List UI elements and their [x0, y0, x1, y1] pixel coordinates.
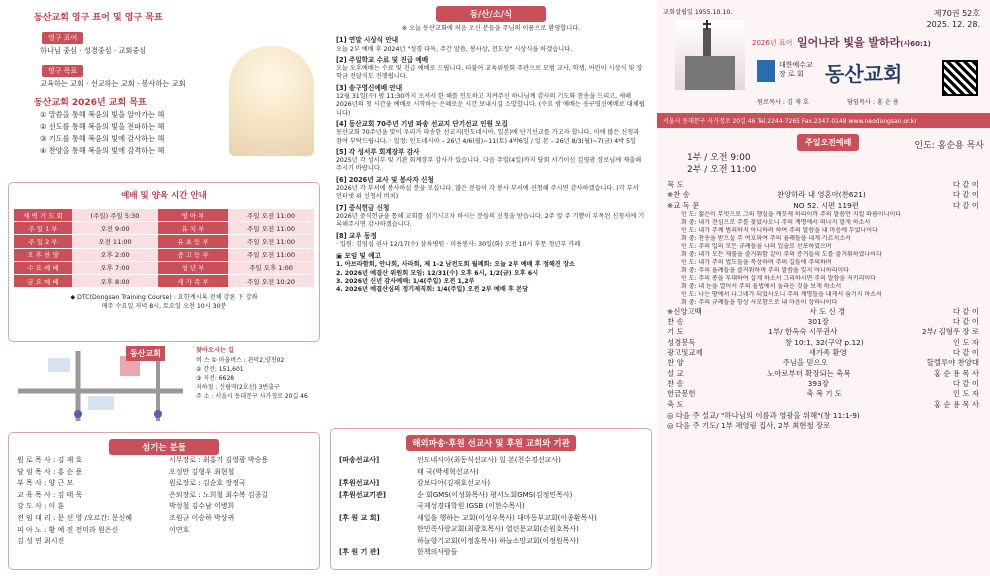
- meeting-item: 2. 2026년 예결산 위원회 모임: 12/31(수) 오후 6시, 1/2(금) 오후 6시: [336, 269, 539, 277]
- schedule-cell: 주일 오전 11:00: [228, 222, 314, 235]
- mission-row: [331, 536, 651, 548]
- responsive-line: 인 도: 나는 땅에서 나그네가 되었사오니 주의 계명들을 내게서 숨기지 마소서: [681, 290, 882, 298]
- goal-item: ② 선도를 통해 복음의 빛을 전파하는 해: [40, 122, 165, 131]
- order-item: 설 교: [667, 368, 684, 378]
- mission-row: [331, 467, 651, 479]
- server-row: [169, 501, 319, 513]
- schedule-row: [14, 235, 314, 248]
- order-item: 헌금봉헌: [667, 389, 696, 399]
- denomination: 대한예수교 장 로 회: [779, 61, 813, 78]
- schedule-cell: 유 치 부: [158, 222, 228, 235]
- goal-item: ① 말씀을 통해 복음의 빛을 알아가는 해: [40, 110, 165, 119]
- news-intro: ※ 오늘 동산교회에 처음 오신 분들을 주님의 이름으로 환영합니다.: [401, 25, 581, 32]
- location-map: [8, 346, 320, 424]
- order-item: 묵 도: [667, 180, 684, 189]
- server-row: [17, 501, 167, 513]
- order-row: [667, 389, 979, 399]
- news-item: [330, 36, 652, 54]
- responsive-line: 회 중: 내가 모든 재물을 즐거워함 같이 주의 증거들의 도를 즐거워하였나이다: [681, 250, 882, 258]
- server-name: 이 훈: [46, 502, 65, 511]
- server-row: [17, 467, 167, 479]
- news-body: · 입원: 김영심 권사 12/17(수) 삼육병원 · 미용봉사: 30일(화) 오전 10시 후문 청년부 카페: [336, 240, 581, 248]
- server-role: 담 임 목 사 :: [17, 467, 56, 476]
- schedule-row: [14, 222, 314, 235]
- news-body: 2026년 각 부서에 봉사하실 분을 모십니다. 많은 분들이 각 봉사 부서에 신청해 주시면 감사하겠습니다. (각 부서 인터넷 위 신청서 비치): [336, 185, 639, 201]
- server-row: [169, 467, 319, 479]
- order-detail: 축 복 기 도: [806, 389, 843, 399]
- schedule-cell: 주 일 2 부: [14, 235, 72, 248]
- mission-category: [후 원 기 관]: [339, 548, 380, 556]
- schedule-cell: 영 아 부: [158, 209, 228, 222]
- responsive-line: 회 중: 찬송을 받으실 주 여호와여 주의 율례들을 내게 가르치소서: [681, 234, 851, 242]
- order-person: 인 도 자: [952, 337, 979, 347]
- news-item: [330, 120, 652, 146]
- goal-pill: 영구 목표: [42, 65, 83, 77]
- order-row: [667, 358, 979, 368]
- order-row: [667, 348, 979, 358]
- server-name: 김 태 욱: [55, 490, 83, 499]
- order-item: ※신앙고백: [667, 306, 702, 316]
- meeting-item: 4. 2026년 예결산심의 정기제직회: 1/4(주일) 오전 2부 예배 후 본당: [336, 286, 529, 294]
- order-item: 성경봉독: [667, 337, 696, 347]
- schedule-row: [14, 248, 314, 261]
- directions-line: ③ 지선: 6628: [196, 375, 235, 382]
- server-role: 원 로 목 사 :: [17, 456, 56, 464]
- mission-row: [331, 513, 651, 525]
- service-title: 주일오전예배: [797, 134, 859, 151]
- jesus-illustration: [229, 46, 314, 156]
- meeting-item: 1. 아브라함회, 안나회, 사라회, 제 1-2 남전도회 월례회: 오늘 2부 예배 후 정해진 장소: [336, 261, 575, 269]
- mission-names: 한책의사람들: [417, 548, 458, 556]
- senior-pastor-emeritus: 원로목사 : 김 재 호: [757, 99, 809, 106]
- news-body: 2025년 각 성서부 및 기관 회계장부 감사가 있습니다. 다음 주일(4일)까지 당회 서기이신 김영광 장로님께 제출해 주시기 바랍니다.: [336, 157, 642, 173]
- responsive-line: 인 도: 주의 종을 후대하여 살게 하소서 그리하시면 주의 말씀을 지키리이다: [681, 274, 876, 282]
- order-row: [667, 307, 979, 317]
- order-row: [667, 338, 979, 348]
- church-goals: [6, 6, 320, 176]
- order-item: ※교 독 문: [667, 200, 700, 210]
- news-item: [330, 56, 652, 82]
- order-person: 2부/ 김형우 장 로: [921, 327, 979, 337]
- order-item: 찬 송: [667, 378, 684, 388]
- servers-box: [8, 432, 320, 570]
- responsive-line: 인 도: 내가 주께 범죄하지 아니하려 하여 주의 말씀을 내 마음에 두었나이다: [681, 226, 878, 234]
- server-name: 문 선 영 /오르간: 문신혜: [55, 513, 133, 522]
- schedule-cell: 오후 7:00: [72, 261, 158, 274]
- motto-label: 2026년 표어: [752, 39, 793, 47]
- server-role: 시무장로 :: [169, 456, 201, 464]
- order-person: 다 같 이: [952, 348, 979, 358]
- meetings-title: ▣ 모임 및 예고: [336, 252, 381, 261]
- schedule-cell: 오전 11:00: [72, 235, 158, 248]
- news-item: [330, 148, 652, 174]
- address-bar: 서울시 동대문구 사가정로 20길 46 Tel.2244-7265 Fax.2247-0148 www.neodongsan.or.kr: [657, 113, 990, 128]
- news-body: 오늘 2부 예배 후 2024년 "성경 다독, 주간 말씀, 봉사상, 전도상" 시상식을 하겠습니다.: [336, 45, 573, 53]
- order-detail: 노아로부터 확장되는 축복: [767, 368, 851, 378]
- directions-line: 버 스 ① 마을버스 : 관악2,양천02: [196, 357, 285, 364]
- responsive-line: 회 중: 주의 율례들을 즐거워하며 주의 말씀을 잊지 아니하리이다: [681, 266, 849, 274]
- church-photo: [675, 20, 745, 90]
- news-heading: [2] 주일학교 수료 및 진급 예배: [336, 55, 429, 64]
- server-name: 황 예 진 전미라 원은신: [46, 525, 119, 534]
- order-detail: 사 도 신 경: [809, 306, 846, 316]
- mission-names: 하늘향기교회(이정훈목사) 하늘소망교회(이정원목사): [417, 536, 579, 545]
- order-row: [667, 201, 979, 211]
- news-title: 동/산/소/식: [436, 6, 546, 22]
- schedule-cell: 오후 8:00: [72, 274, 158, 287]
- server-row: [17, 478, 167, 490]
- order-detail: 1부/ 한옥숙 시무권사: [768, 327, 838, 337]
- server-role: 강 도 사 :: [17, 502, 47, 511]
- servers-title: 섬기는 분들: [109, 439, 219, 455]
- schedule-table: [14, 209, 314, 288]
- server-name: 김 재 호: [55, 456, 83, 464]
- order-row: [667, 317, 979, 327]
- server-name: 노희철 최수복 김종길: [200, 490, 269, 499]
- schedule-cell: 주 일 1 부: [14, 222, 72, 235]
- server-name: 양 근 모: [46, 479, 74, 488]
- news-heading: [8] 교우 동정: [336, 231, 377, 240]
- server-role: 부 목 사 :: [17, 479, 47, 488]
- server-name: 조원규 이승하 박상귀: [169, 513, 235, 522]
- worship-schedule: [8, 182, 320, 342]
- news-heading: [6] 2026년 교사 및 봉사자 신청: [336, 175, 434, 184]
- order-person: 홍 순 용 목 사: [933, 399, 979, 409]
- mission-category: [후 원 교 회]: [339, 513, 380, 522]
- schedule-cell: 오 후 찬 양: [14, 248, 72, 261]
- responsive-line: 인 도: 주의 입의 모든 규례들을 나의 입술로 선포하였으며: [681, 242, 832, 250]
- panel-middle: [330, 0, 652, 576]
- meeting-item: 3. 2026년 신년 감사예배: 1/4(주일) 오전 1,2부: [336, 278, 475, 286]
- mission-row: [331, 490, 651, 502]
- server-row: [169, 478, 319, 490]
- order-row: [667, 327, 979, 337]
- schedule-cell: 청 년 부: [158, 261, 228, 274]
- mission-row: [331, 478, 651, 490]
- responsive-line: 회 중: 내가 전심으로 주를 찾았사오니 주의 계명에서 떠나지 말게 하소서: [681, 218, 871, 226]
- order-row: [667, 379, 979, 389]
- next-sermon: ◎ 다음 주 설교/ "하나님의 이름과 영광을 위해"(창 11:1-9): [667, 410, 860, 420]
- schedule-cell: 중 고 등 부: [158, 248, 228, 261]
- news-body: 동산교회 70주년을 맞이 우리가 파송한 선교지(인도네시아, 일본)에 단기선교를 가고자 합니다. 이에 많은 신청과 참여 부탁드립니다. · 일정: 인도네시아 – 26년 4/6(월)~11(토) 4박6일 / 일 본 – 26년 8/3(월)~7(금) 4박 5일: [336, 129, 640, 145]
- schedule-cell: 주일 오후 1:00: [228, 261, 314, 274]
- server-role: 은퇴장로 :: [169, 490, 201, 499]
- mission-row: [331, 524, 651, 536]
- server-name: 이연호: [169, 525, 190, 534]
- service-times: 1부 / 오전 9:00 2부 / 오전 11:00: [687, 153, 757, 175]
- news-body: 오늘 오후예배는 수료 및 진급 예배로 드립니다. 더불어 교육위원회 주관으로 모범 교사, 학생, 어린이 시상식 및 장학금 전달식도 진행됩니다.: [336, 65, 643, 81]
- schedule-cell: 주일 오전 10:20: [228, 274, 314, 287]
- schedule-row: [14, 274, 314, 287]
- order-person: 할렐루야 찬양대: [926, 358, 979, 368]
- order-row: [667, 369, 979, 379]
- servers-right: [169, 455, 319, 536]
- mission-names: 태 국(박세혁선교사): [417, 467, 479, 476]
- panel-left: [0, 0, 325, 576]
- server-row: [17, 513, 167, 525]
- responsive-line: 회 중: 주의 규례들을 항상 사모함으로 내 마음이 상하나이다: [681, 298, 838, 306]
- mission-row: [331, 501, 651, 513]
- order-person: 다 같 이: [952, 200, 979, 210]
- goals-2026-title: 동산교회 2026년 교회 목표: [34, 98, 147, 108]
- schedule-cell: (주일) 주일 5:30: [72, 209, 158, 222]
- schedule-title: 예배 및 양육 시간 안내: [121, 191, 207, 201]
- news-item: [330, 84, 652, 118]
- mission-names: 한민족사랑교회(최광호목사) 열린문교회(손원호목사): [417, 525, 579, 533]
- order-person: 다 같 이: [952, 317, 979, 327]
- goals-title: 동산교회 영구 표어 및 영구 목표: [34, 13, 163, 23]
- motto-pill: 영구 표어: [42, 32, 83, 44]
- schedule-row: [14, 261, 314, 274]
- server-row: [17, 455, 167, 467]
- order-row: [667, 190, 979, 200]
- service-leader: 인도: 홍순용 목사: [914, 141, 984, 151]
- news-item: [330, 176, 652, 202]
- schedule-cell: 새 벽 기 도 회: [14, 209, 72, 222]
- news-heading: [5] 각 성서부 회계장부 감사: [336, 147, 420, 156]
- mission-rows: [331, 455, 651, 559]
- server-name: 홍 순 용: [55, 467, 83, 476]
- news-item: [330, 232, 652, 250]
- issue-number: 제70권 52호: [933, 9, 980, 18]
- server-name: 오성만 김형우 최현철: [169, 467, 235, 476]
- order-item: 기 도: [667, 327, 684, 337]
- news-item: [330, 204, 652, 230]
- order-item: ※찬 송: [667, 190, 690, 200]
- directions-title: 찾아오시는 길: [196, 347, 235, 354]
- issue-info: [927, 8, 980, 30]
- panel-cover: [657, 0, 990, 576]
- server-name: 최홍기 김영광 박승용: [200, 456, 269, 464]
- goal-text: 교육하는 교회 · 선교하는 교회 · 봉사하는 교회: [40, 79, 186, 88]
- schedule-cell: 금 요 예 배: [14, 274, 72, 287]
- mission-names: 캄보디아(김재호선교사): [417, 479, 491, 487]
- issue-date: 2025. 12. 28.: [926, 20, 980, 29]
- order-detail: 새가족 환영: [808, 348, 847, 358]
- mission-row: [331, 455, 651, 467]
- server-name: 김순호 장정국: [200, 479, 246, 488]
- server-row: [17, 490, 167, 502]
- server-row: [169, 455, 319, 467]
- mission-row: [331, 547, 651, 559]
- server-row: [169, 513, 319, 525]
- mission-category: [후원선교기관]: [339, 490, 386, 499]
- directions-line: 지하철 : 신림역(2호선) 3번출구: [196, 384, 280, 391]
- order-detail: 창 10:1, 32(구약 p.12): [784, 337, 864, 347]
- news-heading: [7] 중식헌금 신청: [336, 203, 390, 212]
- server-row: [169, 525, 319, 537]
- order-item: 광고및교제: [667, 348, 703, 358]
- mission-names: 인도네시아(최동식선교사) 일 본(천수경선교사): [417, 456, 561, 464]
- server-role: 교 육 목 사 :: [17, 490, 56, 499]
- denomination-logo: [757, 60, 775, 82]
- schedule-cell: 수 요 예 배: [14, 261, 72, 274]
- responsive-line: 회 중: 내 눈을 열어서 주의 율법에서 놀라운 것을 보게 하소서: [681, 282, 842, 290]
- schedule-cell: 새 가 족 부: [158, 274, 228, 287]
- missions-box: [330, 428, 652, 570]
- order-detail: 393장: [807, 378, 829, 388]
- order-item: 찬 양: [667, 358, 684, 368]
- mission-names: 순 회GMS(이성화목사) 평서노회GMS(김정민목사): [417, 490, 573, 499]
- schedule-cell: 유 초 등 부: [158, 235, 228, 248]
- news-body: 2026년 중식헌금을 통해 교회를 섬기시고자 하시는 분들의 신청을 받습니다. 2주 앞 주 기쁨이 부목된 신청서에 기록해주시면 감사하겠습니다.: [336, 212, 645, 229]
- order-person: 다 같 이: [952, 306, 979, 316]
- server-role: 전 임 대 리 :: [17, 513, 56, 522]
- news-body: 12월 31일(수) 밤 11:30까지 오셔서 한 해를 인도하고 지켜주신 하나님께 감사의 기도와 찬송을 드리고, 새해 2026년의 첫 시간을 예배로 시작하는 은혜로운 시간 보내시길 소망합니다. (수요 밤 예배는 송구영신예배로 대체됩니다): [336, 93, 645, 117]
- church-name: 동산교회: [825, 62, 903, 86]
- mission-category: [후원선교사]: [339, 479, 380, 487]
- news-items: [330, 36, 652, 249]
- map-church-label: 동산교회: [126, 346, 165, 361]
- news-heading: [1] 연말 시상식 안내: [336, 36, 399, 45]
- schedule-cell: 주일 오전 11:00: [228, 235, 314, 248]
- server-row: [17, 525, 167, 537]
- order-item: 찬 송: [667, 317, 684, 327]
- order-row: [667, 180, 979, 190]
- server-row: [169, 490, 319, 502]
- directions-line: ② 간선: 151,601: [196, 366, 244, 373]
- responsive-line: 인 도: 젊은이 무엇으로 그의 행실을 깨끗케 하리이까 주의 말씀만 지킬 따름이니이다: [681, 210, 902, 218]
- mission-names: 새일을 행하는 교회(이성우목사) 대마동부교회(이종환목사): [417, 513, 597, 522]
- directions-line: 주 소 : 서울시 동대문구 사가정로 20길 46: [196, 393, 308, 400]
- senior-pastor: 담임목사 : 홍 순 용: [847, 99, 899, 106]
- mission-names: 국제성경대학원 IGSB (이한수목사): [417, 502, 525, 510]
- dtc-note: ◆ DTC(Dongsan Training Course) : 요한계시록 전체 강론 下 강좌: [70, 294, 258, 302]
- directions: [196, 346, 318, 400]
- server-role: 피 아 노 :: [17, 525, 47, 534]
- servers-left: [17, 455, 167, 548]
- schedule-cell: 오전 9:00: [72, 222, 158, 235]
- schedule-row: [14, 209, 314, 222]
- missions-title: 해외파송·후원 선교사 및 후원 교회와 기관: [406, 435, 576, 451]
- schedule-cell: 주일 오전 11:00: [228, 248, 314, 261]
- motto-text: 하나님 중심 · 성경중심 · 교회중심: [40, 46, 147, 55]
- news-heading: [3] 송구영신예배 안내: [336, 83, 403, 92]
- cover-motto: 일어나라 빛을 발하라(사60:1): [797, 36, 931, 49]
- meeting-items: [330, 261, 652, 294]
- order-person: 홍 순 용 목 사: [933, 368, 979, 378]
- server-name: 김 성 연 최시진: [17, 537, 65, 546]
- order-item: 축 도: [667, 399, 684, 409]
- order-person: 다 같 이: [952, 180, 979, 189]
- next-prayer: ◎ 다음 주 기도/ 1부 채영림 집사, 2부 최현철 장로: [667, 421, 831, 431]
- church-news: [330, 6, 652, 424]
- qr-code[interactable]: [942, 60, 978, 96]
- news-heading: [4] 동산교회 70주년 기념 파송 선교지 단기선교 인원 모집: [336, 119, 508, 128]
- founded-date: 교회설립일 1955.10.10.: [663, 9, 733, 16]
- schedule-cell: 주일 오전 11:00: [228, 209, 314, 222]
- order-detail: 찬양하라 내 영혼아(찬621): [776, 190, 866, 200]
- server-role: 원로장로 :: [169, 479, 201, 488]
- mission-category: [파송선교사]: [339, 456, 380, 464]
- server-name: 박성철 김수남 이병희: [169, 502, 235, 511]
- order-detail: 주님을 믿으오: [782, 358, 828, 368]
- worship-order: [667, 180, 979, 431]
- order-detail: NO 52. 시편 119편: [793, 200, 859, 210]
- order-person: 다 같 이: [952, 378, 979, 388]
- goal-item: ③ 기도를 통해 복음의 빛에 감사하는 해: [40, 134, 165, 143]
- order-person: 다 같 이: [952, 190, 979, 200]
- goal-item: ④ 찬양을 통해 복음의 빛에 감격하는 해: [40, 146, 165, 155]
- order-person: 인 도 자: [952, 389, 979, 399]
- dtc-time: 매주 수요일 저녁 8시, 토요일 오전 10시 30분: [101, 303, 227, 311]
- responsive-line: 인 도: 내가 주의 법도들을 묵상하며 주의 길들에 주의하며: [681, 258, 832, 266]
- server-row: [17, 536, 167, 548]
- schedule-cell: 오후 2:00: [72, 248, 158, 261]
- order-row: [667, 400, 979, 410]
- order-detail: 301장: [807, 317, 829, 327]
